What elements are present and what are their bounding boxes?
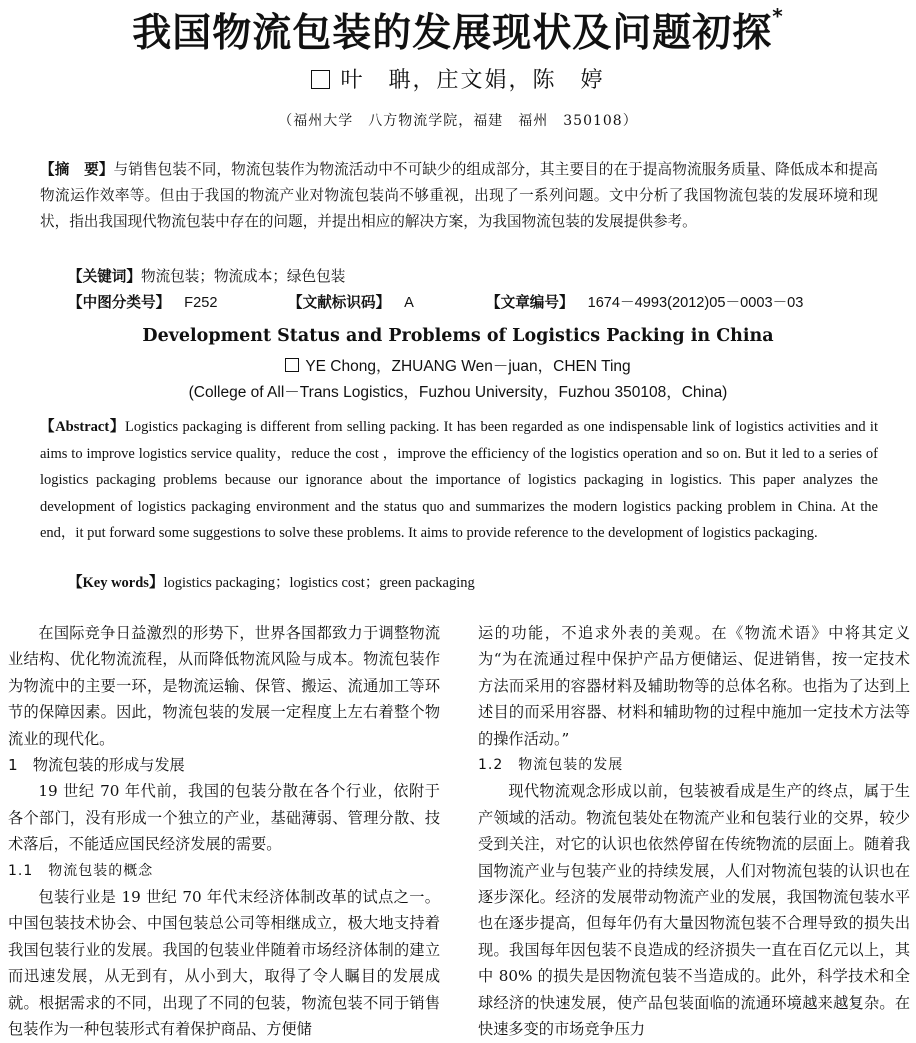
english-title: Development Status and Problems of Logistics Packing in China xyxy=(142,326,774,346)
paragraph: 包装行业是 19 世纪 70 年代末经济体制改革的试点之一。中国包装技术协会、中国包装总公司等相继成立，极大地支持着我国包装行业的发展。我国的包装业伴随着市场经济体制的建立而迅速发展，从无到有，从小到大，取得了令人瞩目的发展成就。根据需求的不同，出现了不同的包装，物流包装不同于销售包装作为一种包装形式有着保护商品、方便储 xyxy=(8,888,440,1039)
abstract-en-label: 【Abstract】 xyxy=(40,419,126,435)
abstract-en xyxy=(40,414,878,547)
paper-title: 我国物流包装的发展现状及问题初探* xyxy=(132,4,784,56)
abstract-cn-text: 与销售包装不同，物流包装作为物流活动中不可缺少的组成部分，其主要目的在于提高物流服务质量、降低成本和提高物流运作效率等。但由于我国的物流产业对物流包装尚不够重视，出现了一系列问题。文中分析了我国物流包装的发展环境和现状，指出我国现代物流包装中存在的问题，并提出相应的解决方案，为我国物流包装的发展提供参考。 xyxy=(40,161,878,230)
classification-code: 【中图分类号】 F252 xyxy=(68,294,218,311)
square-icon xyxy=(285,358,299,372)
abstract-en-text: Logistics packaging is different from selling packing. It has been regarded as one indispensable link of logistics activities and it aims to improve logistics service quality，reduce the cost ，improve the efficiency of the logistics operation and so on. But it led to a series of logistics packaging problems because our ignorance about the importance of logistics packaging in logistics. This paper analyzes the development of logistics packaging environment and the status quo and summarizes the modern logistics packing problem in China. At the end，it put forward some suggestions to solve these problems. It aims to provide reference to the development of logistics packaging. xyxy=(40,419,878,541)
subsection-heading: 1.1 物流包装的概念 xyxy=(8,862,154,879)
keywords-cn: 【关键词】物流包装；物流成本；绿色包装 xyxy=(68,268,346,285)
paragraph: 现代物流观念形成以前，包装被看成是生产的终点，属于生产领域的活动。物流包装处在物流产业和包装行业的交界，较少受到关注，对它的认识也依然停留在传统物流的层面上。随着我国物流产业与包装产业的持续发展，人们对物流包装的认识也在逐步深化。经济的发展带动物流产业的发展，我国物流包装水平也在逐步提高，但每年仍有大量因物流包装不合理导致的损失出现。我国每年因包装不良造成的经济损失一直在百亿元以上，其中 80% 的损失是因物流包装不当造成的。此外，科学技术和全球经济的快速发展，使产品包装面临的流通环境越来越复杂。在快速多变的市场竞争压力 xyxy=(478,782,910,1039)
subsection-heading: 1.2 物流包装的发展 xyxy=(478,757,624,774)
english-authors: YE Chong，ZHUANG Wen－juan，CHEN Ting xyxy=(0,354,916,376)
paragraph: 运的功能，不追求外表的美观。在《物流术语》中将其定义为“为在流通过程中保护产品方便储运、促进销售，按一定技术方法而采用的容器材料及辅助物等的总体名称。也指为了达到上述目的而采用容器、材料和辅助物的过程中施加一定技术方法等的操作活动。” xyxy=(478,624,910,748)
paragraph: 19 世纪 70 年代前，我国的包装分散在各个行业，依附于各个部门，没有形成一个独立的产业，基础薄弱、管理分散、技术落后，不能适应国民经济发展的需要。 xyxy=(8,782,440,854)
intro-paragraph: 在国际竞争日益激烈的形势下，世界各国都致力于调整物流业结构、优化物流流程，从而降低物流风险与成本。物流包装作为物流中的主要一环，是物流运输、保管、搬运、流通加工等环节的保障因素。因此，物流包装的发展一定程度上左右着整个物流业的现代化。 xyxy=(8,624,440,748)
english-affiliation: (College of All－Trans Logistics，Fuzhou University，Fuzhou 350108，China) xyxy=(188,384,728,401)
square-icon xyxy=(311,70,330,89)
body-column-right xyxy=(478,620,910,1043)
affiliation: （福州大学 八方物流学院，福建 福州 350108） xyxy=(278,113,638,129)
abstract-cn-label: 【摘 要】 xyxy=(40,161,114,178)
authors: 叶 聃，庄文娟，陈 婷 xyxy=(0,63,916,94)
title-footnote-mark: * xyxy=(772,4,784,28)
keywords-en: 【Key words】logistics packaging；logistics cost；green packaging xyxy=(68,575,475,591)
abstract-cn xyxy=(40,157,878,235)
document-code: 【文献标识码】 A xyxy=(288,294,414,311)
body-column-left xyxy=(8,620,440,1043)
section-heading: 1 物流包装的形成与发展 xyxy=(8,756,185,775)
article-number: 【文章编号】 1674－4993(2012)05－0003－03 xyxy=(486,294,804,311)
